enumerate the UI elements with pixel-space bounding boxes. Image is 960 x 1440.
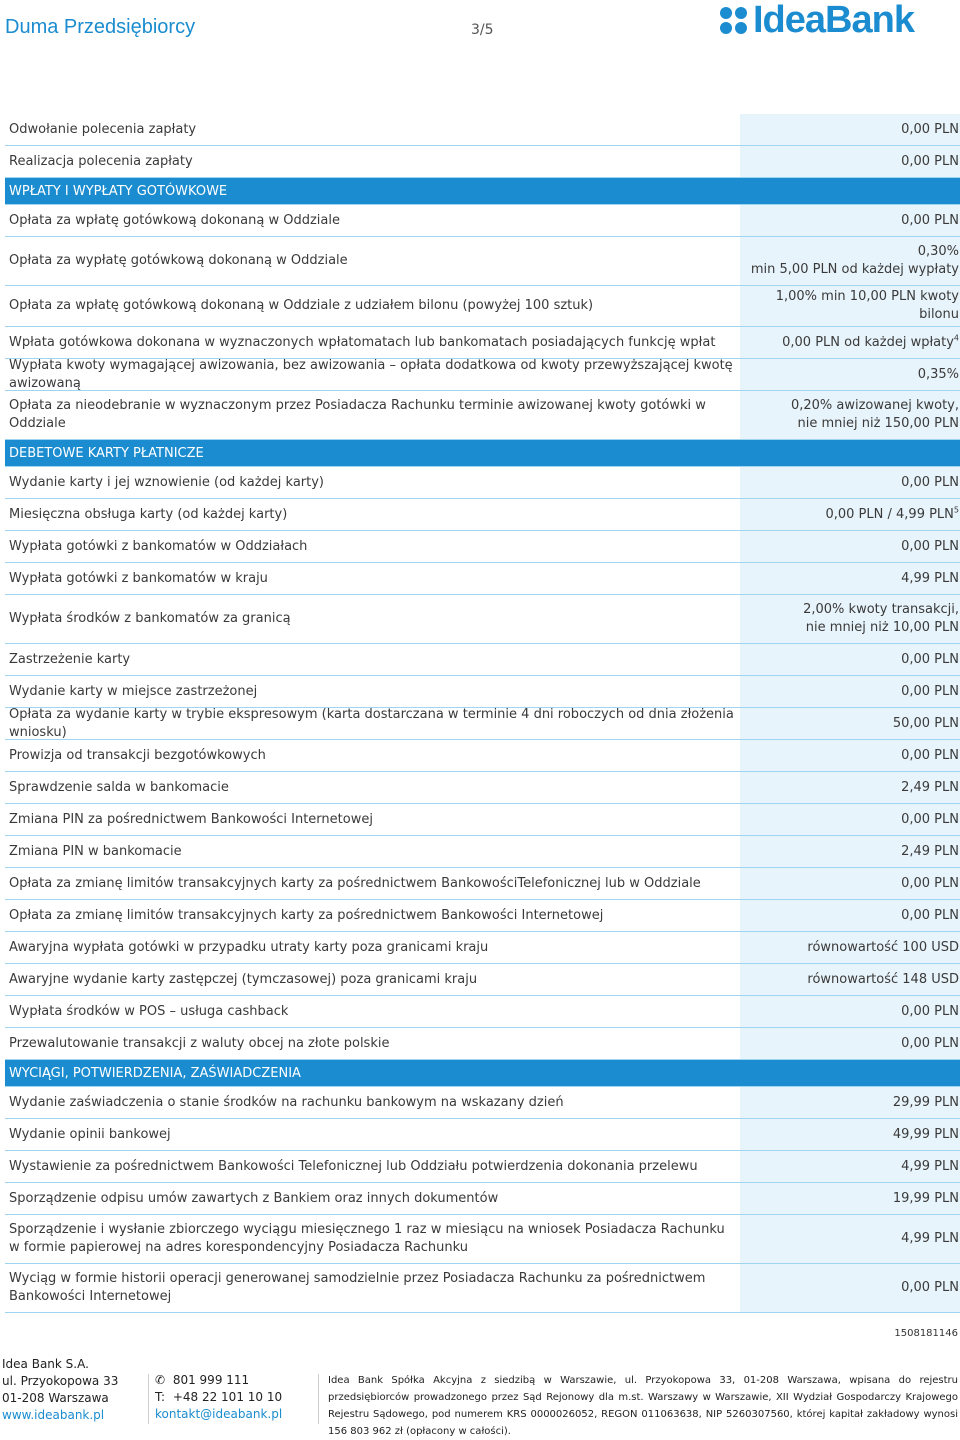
fee-label [5, 836, 740, 867]
fee-label [5, 114, 740, 145]
fee-value-line: 0,00 PLN [901, 875, 959, 891]
footer-tel-prefix: T: [155, 1390, 166, 1404]
fee-label [5, 595, 740, 643]
fee-value-line: 0,00 PLN [901, 1280, 959, 1295]
fee-value-line: 2,49 PLN [901, 843, 959, 859]
fee-value-line: 2,49 PLN [901, 779, 959, 795]
fee-label [5, 499, 740, 530]
fee-label-line: Miesięczna obsługa karty (od każdej karty) [9, 506, 288, 522]
fee-label-line: Wypłata środków w POS – usługa cashback [9, 1003, 289, 1019]
footer-contact [155, 1372, 282, 1423]
fee-value [740, 1264, 960, 1312]
logo-text: IdeaBank [753, 0, 914, 41]
fee-value-line: 49,99 PLN [892, 1126, 959, 1142]
fee-value-line: 0,00 PLN od każdej wpłaty [782, 334, 954, 350]
fee-value [740, 359, 960, 390]
table-row [5, 286, 960, 327]
fee-label-line: Sprawdzenie salda w bankomacie [9, 779, 229, 795]
fee-table [5, 114, 960, 1313]
fee-value [740, 205, 960, 236]
fee-value-line: min 5,00 PLN od każdej wypłaty [750, 262, 959, 277]
fee-value [740, 964, 960, 995]
table-row [5, 740, 960, 772]
fee-value-line: 0,00 PLN [901, 153, 959, 169]
fee-value-line: 0,00 PLN [901, 121, 959, 137]
table-row [5, 595, 960, 644]
fee-label-line: Opłata za wpłatę gotówkową dokonaną w Oddziale z udziałem bilonu (powyżej 100 sztuk) [9, 298, 594, 313]
table-row [5, 531, 960, 563]
table-row [5, 1151, 960, 1183]
footer-divider [148, 1374, 149, 1424]
footer-tel: +48 22 101 10 10 [172, 1390, 283, 1404]
fee-label [5, 1151, 740, 1182]
fee-value-line: równowartość 148 USD [807, 971, 959, 987]
table-row [5, 676, 960, 708]
fee-value [740, 563, 960, 594]
footnote-marker: 4 [953, 333, 959, 343]
fee-value-line: 50,00 PLN [892, 715, 959, 731]
footer-city: 01-208 Warszawa [2, 1391, 109, 1405]
page-header [0, 0, 960, 62]
fee-label [5, 237, 740, 285]
table-row [5, 772, 960, 804]
fee-label [5, 868, 740, 899]
fee-label-line: Opłata za nieodebranie w wyznaczonym przez Posiadacza Rachunku terminie awizowanej kwoty gotówki w Oddziale [9, 398, 706, 431]
fee-label [5, 467, 740, 498]
fee-label-line: Wypłata środków z bankomatów za granicą [9, 611, 291, 626]
fee-value [740, 996, 960, 1027]
fee-value [740, 595, 960, 643]
fee-value-line: 0,00 PLN [901, 811, 959, 827]
fee-value-line: nie mniej niż 10,00 PLN [805, 620, 959, 635]
fee-label [5, 286, 740, 326]
fee-label-line: Opłata za wydanie karty w trybie ekspresowym (karta dostarczana w terminie 4 dni roboczych od dnia złożenia wniosku) [9, 706, 734, 740]
fee-value [740, 708, 960, 739]
fee-value [740, 932, 960, 963]
table-row [5, 237, 960, 286]
fee-label [5, 1215, 740, 1263]
table-row [5, 900, 960, 932]
table-row [5, 1028, 960, 1060]
fee-value-line: 4,99 PLN [901, 1158, 959, 1174]
fee-label-line: Realizacja polecenia zapłaty [9, 153, 193, 169]
fee-label-line: Wydanie zaświadczenia o stanie środków na rachunku bankowym na wskazany dzień [9, 1094, 564, 1110]
table-row [5, 1119, 960, 1151]
fee-label [5, 1119, 740, 1150]
fee-label-line: Zastrzeżenie karty [9, 651, 131, 667]
table-row [5, 563, 960, 595]
table-row [5, 1087, 960, 1119]
fee-value-line: 0,00 PLN [901, 651, 959, 667]
fee-label-line: Wypłata kwoty wymagającej awizowania, bez awizowania – opłata dodatkowa od kwoty przewyższającej kwotę awizowaną [9, 357, 733, 391]
fee-label [5, 932, 740, 963]
table-row [5, 1183, 960, 1215]
fee-label [5, 772, 740, 803]
fee-value-line: 4,99 PLN [901, 1231, 959, 1246]
page-footer [0, 1352, 960, 1437]
footer-website-link[interactable]: www.ideabank.pl [2, 1408, 105, 1422]
table-row [5, 467, 960, 499]
fee-value [740, 900, 960, 931]
fee-label [5, 708, 740, 739]
fee-value-line: 0,00 PLN [901, 1003, 959, 1019]
fee-value [740, 237, 960, 285]
fee-value-line: 4,99 PLN [901, 570, 959, 586]
fee-label-line: Wyciąg w formie historii operacji generowanej samodzielnie przez Posiadacza Rachunku za pośrednictwem [9, 1271, 706, 1286]
fee-value [740, 1215, 960, 1263]
table-row [5, 836, 960, 868]
idea-bank-logo [720, 0, 960, 40]
fee-label [5, 1183, 740, 1214]
fee-value-line: 1,00% min 10,00 PLN kwoty bilonu [775, 289, 959, 322]
table-row [5, 1215, 960, 1264]
table-row [5, 932, 960, 964]
footer-email-link[interactable]: kontakt@ideabank.pl [155, 1407, 283, 1421]
fee-value [740, 1151, 960, 1182]
footer-phone: 801 999 111 [172, 1373, 250, 1387]
footer-company: Idea Bank S.A. [2, 1357, 89, 1371]
fee-label-line: w formie papierowej na adres korespondencyjny Posiadacza Rachunku [9, 1240, 469, 1255]
fee-value-line: 0,00 PLN [901, 907, 959, 923]
fee-value-line: nie mniej niż 150,00 PLN [797, 416, 959, 431]
fee-value-line: 0,00 PLN [901, 683, 959, 699]
fee-label-line: Odwołanie polecenia zapłaty [9, 121, 197, 137]
table-row [5, 708, 960, 740]
footer-legal-text: Idea Bank Spółka Akcyjna z siedzibą w Warszawie, ul. Przyokopowa 33, 01-208 Warszawa, wpisana do rejestru przedsiębiorców prowadzonego przez Sąd Rejonowy dla m.st. Warszawy w Warszawie, XII Wydział Gospodarczy Krajowego Rejestru Sądowego, pod numerem KRS 0000026052, REGON 011063638, NIP 5260307560, której kapitał zakładowy wynosi 156 803 962 zł (opłacony w całości). [328, 1375, 958, 1437]
section-header: DEBETOWE KARTY PŁATNICZE [5, 440, 960, 467]
fee-label-line: Wypłata gotówki z bankomatów w kraju [9, 570, 268, 586]
fee-label-line: Opłata za zmianę limitów transakcyjnych karty za pośrednictwem BankowościTelefonicznej lub w Oddziale [9, 875, 701, 891]
fee-value-line: 2,00% kwoty transakcji, [803, 602, 959, 617]
fee-label-line: Zmiana PIN za pośrednictwem Bankowości Internetowej [9, 811, 373, 827]
fee-label-line: Wypłata gotówki z bankomatów w Oddziałach [9, 538, 308, 554]
fee-label [5, 996, 740, 1027]
fee-value-line: 0,00 PLN / 4,99 PLN [825, 506, 954, 522]
fee-value [740, 146, 960, 177]
fee-label-line: Opłata za wpłatę gotówkową dokonaną w Oddziale [9, 212, 340, 228]
fee-label [5, 676, 740, 707]
table-row [5, 327, 960, 359]
fee-label [5, 740, 740, 771]
fee-label-line: Wydanie karty w miejsce zastrzeżonej [9, 683, 258, 699]
fee-label-line: Wystawienie za pośrednictwem Bankowości Telefonicznej lub Oddziału potwierdzenia dokonania przelewu [9, 1158, 698, 1174]
fee-value-line: 29,99 PLN [892, 1094, 959, 1110]
fee-label [5, 327, 740, 358]
fee-value-line: 0,00 PLN [901, 538, 959, 554]
fee-value-line: 0,30% [917, 244, 959, 259]
fee-label-line: Wydanie opinii bankowej [9, 1126, 171, 1142]
fee-label [5, 531, 740, 562]
fee-value [740, 740, 960, 771]
fee-label [5, 205, 740, 236]
fee-label-line: Wpłata gotówkowa dokonana w wyznaczonych wpłatomatach lub bankomatach posiadających funkcję wpłat [9, 334, 716, 350]
fee-label-line: Awaryjne wydanie karty zastępczej (tymczasowej) poza granicami kraju [9, 971, 478, 987]
fee-label [5, 146, 740, 177]
fee-value [740, 1119, 960, 1150]
footnote-marker: 5 [953, 505, 959, 515]
fee-value [740, 467, 960, 498]
page-number: 3/5 [471, 22, 494, 38]
fee-label-line: Awaryjna wypłata gotówki w przypadku utraty karty poza granicami kraju [9, 939, 489, 955]
footer-divider [318, 1374, 319, 1424]
document-id: 1508181146 [894, 1328, 958, 1339]
table-row [5, 644, 960, 676]
fee-label [5, 804, 740, 835]
table-row [5, 804, 960, 836]
table-row [5, 1264, 960, 1313]
fee-value-line: 0,35% [917, 366, 959, 382]
logo-dots-icon [720, 7, 747, 34]
fee-value [740, 286, 960, 326]
table-row [5, 205, 960, 237]
table-row [5, 499, 960, 531]
fee-value [740, 499, 960, 530]
table-row [5, 996, 960, 1028]
section-header: WPŁATY I WYPŁATY GOTÓWKOWE [5, 178, 960, 205]
table-row [5, 391, 960, 440]
table-row [5, 359, 960, 391]
fee-value-line: 0,00 PLN [901, 1035, 959, 1051]
fee-value [740, 327, 960, 358]
fee-label [5, 359, 740, 390]
section-header: WYCIĄGI, POTWIERDZENIA, ZAŚWIADCZENIA [5, 1060, 960, 1087]
fee-label [5, 1264, 740, 1312]
fee-value-line: 0,00 PLN [901, 212, 959, 228]
fee-value [740, 391, 960, 439]
fee-value [740, 836, 960, 867]
fee-value [740, 1183, 960, 1214]
fee-value-line: równowartość 100 USD [807, 939, 959, 955]
fee-label-line: Opłata za zmianę limitów transakcyjnych karty za pośrednictwem Bankowości Internetowej [9, 907, 604, 923]
fee-value-line: 0,00 PLN [901, 474, 959, 490]
table-row [5, 868, 960, 900]
fee-label [5, 964, 740, 995]
fee-label-line: Zmiana PIN w bankomacie [9, 843, 182, 859]
fee-label [5, 1087, 740, 1118]
fee-label [5, 644, 740, 675]
table-row [5, 146, 960, 178]
fee-value [740, 644, 960, 675]
fee-value [740, 531, 960, 562]
fee-value-line: 0,00 PLN [901, 747, 959, 763]
fee-label-line: Przewalutowanie transakcji z waluty obcej na złote polskie [9, 1035, 390, 1051]
fee-label-line: Opłata za wypłatę gotówkową dokonaną w Oddziale [9, 253, 348, 268]
document-title: Duma Przedsiębiorcy [5, 16, 196, 38]
footer-street: ul. Przyokopowa 33 [2, 1374, 119, 1388]
fee-label-line: Sporządzenie i wysłanie zbiorczego wyciągu miesięcznego 1 raz w miesiącu na wniosek Posiadacza Rachunku [9, 1222, 725, 1237]
fee-label [5, 900, 740, 931]
fee-label [5, 391, 740, 439]
fee-label-line: Wydanie karty i jej wznowienie (od każdej karty) [9, 474, 324, 490]
fee-value [740, 804, 960, 835]
fee-value [740, 772, 960, 803]
fee-value-line: 0,20% awizowanej kwoty, [790, 398, 959, 413]
fee-value [740, 1087, 960, 1118]
fee-label-line: Prowizja od transakcji bezgotówkowych [9, 747, 266, 763]
footer-address [2, 1356, 118, 1424]
table-row [5, 114, 960, 146]
fee-label-line: Sporządzenie odpisu umów zawartych z Bankiem oraz innych dokumentów [9, 1190, 499, 1206]
fee-label-line: Bankowości Internetowej [9, 1289, 172, 1304]
fee-value [740, 868, 960, 899]
table-row [5, 964, 960, 996]
fee-label [5, 563, 740, 594]
fee-value [740, 676, 960, 707]
fee-value [740, 1028, 960, 1059]
phone-icon: ✆ [155, 1373, 166, 1387]
fee-value-line: 19,99 PLN [892, 1190, 959, 1206]
fee-value [740, 114, 960, 145]
fee-label [5, 1028, 740, 1059]
